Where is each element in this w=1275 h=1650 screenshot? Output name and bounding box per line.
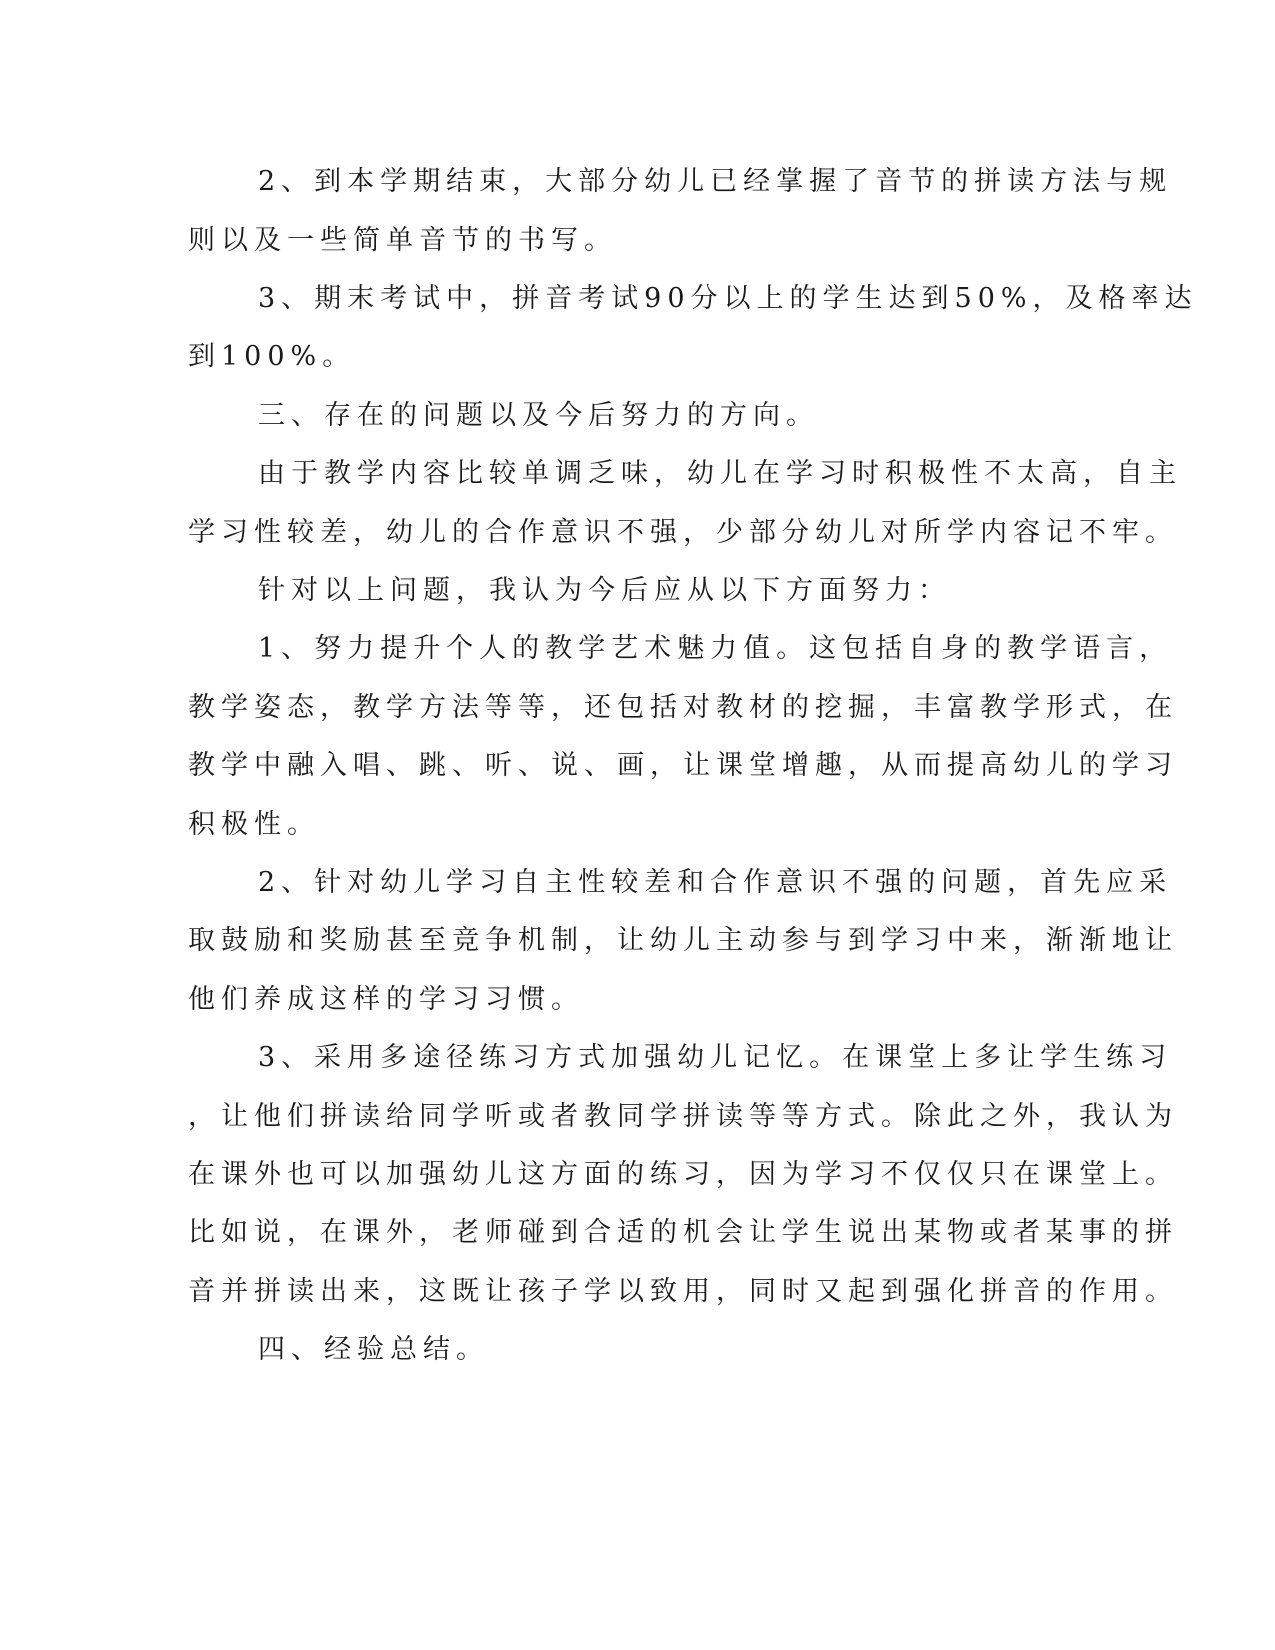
paragraph-line: 则以及一些简单音节的书写。 <box>188 225 617 256</box>
paragraph-line: 取鼓励和奖励甚至竞争机制，让幼儿主动参与到学习中来，渐渐地让 <box>188 925 1178 956</box>
paragraph-line: 音并拼读出来，这既让孩子学以致用，同时又起到强化拼音的作用。 <box>188 1276 1178 1307</box>
paragraph-line: 比如说，在课外，老师碰到合适的机会让学生说出某物或者某事的拼 <box>188 1217 1178 1248</box>
section-heading: 四、经验总结。 <box>258 1334 489 1365</box>
paragraph-line: 积极性。 <box>188 809 320 840</box>
section-heading: 三、存在的问题以及今后努力的方向。 <box>258 400 819 431</box>
paragraph-line: 1、努力提升个人的教学艺术魅力值。这包括自身的教学语言， <box>258 633 1173 664</box>
paragraph-line: 他们养成这样的学习习惯。 <box>188 984 584 1015</box>
paragraph-line: 在课外也可以加强幼儿这方面的练习，因为学习不仅仅只在课堂上。 <box>188 1159 1178 1190</box>
paragraph-line: 由于教学内容比较单调乏味，幼儿在学习时积极性不太高，自主 <box>258 458 1182 489</box>
paragraph-line: 学习性较差，幼儿的合作意识不强，少部分幼儿对所学内容记不牢。 <box>188 517 1178 548</box>
paragraph-line: 教学姿态，教学方法等等，还包括对教材的挖掘，丰富教学形式，在 <box>188 692 1178 723</box>
paragraph-line: 2、针对幼儿学习自主性较差和合作意识不强的问题，首先应采 <box>258 867 1173 898</box>
paragraph-line: 3、期末考试中，拼音考试90分以上的学生达到50%，及格率达 <box>258 283 1198 314</box>
paragraph-line: 针对以上问题，我认为今后应从以下方面努力： <box>258 575 951 606</box>
paragraph-line: 教学中融入唱、跳、听、说、画，让课堂增趣，从而提高幼儿的学习 <box>188 750 1178 781</box>
paragraph-line: 3、采用多途径练习方式加强幼儿记忆。在课堂上多让学生练习 <box>258 1042 1173 1073</box>
paragraph-line: ，让他们拼读给同学听或者教同学拼读等等方式。除此之外，我认为 <box>188 1101 1178 1132</box>
paragraph-line: 2、到本学期结束，大部分幼儿已经掌握了音节的拼读方法与规 <box>258 166 1173 197</box>
paragraph-line: 到100%。 <box>188 341 356 372</box>
